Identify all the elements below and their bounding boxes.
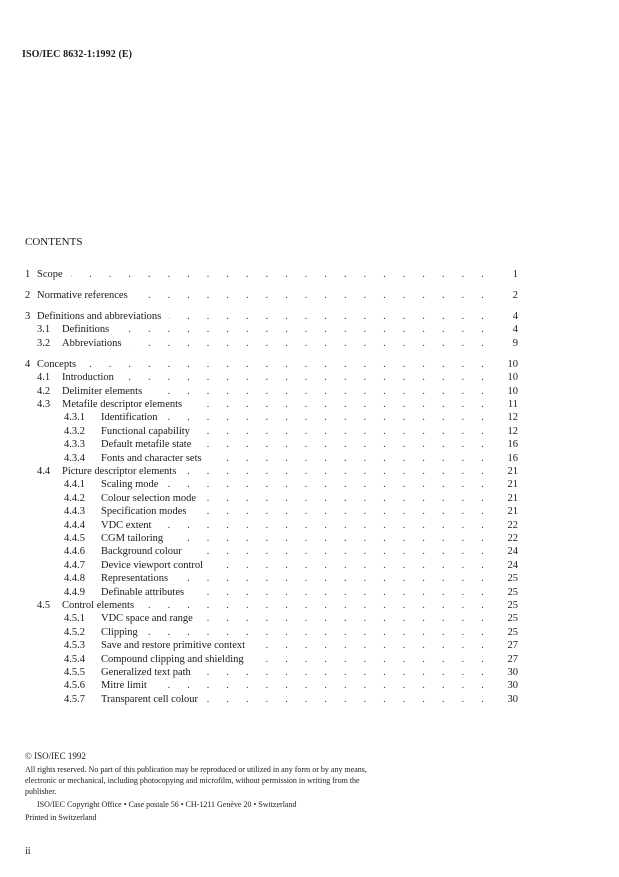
toc-entry [0,478,619,492]
toc-dot-leader [117,323,491,337]
toc-entry-page: 30 [507,693,518,705]
toc-dot-leader [253,639,491,653]
toc-entry-number: 4.5.2 [64,626,85,638]
toc-entry [0,337,619,351]
toc-dot-leader [176,572,491,586]
toc-entry-page: 21 [507,479,518,491]
toc-entry-page: 30 [507,667,518,678]
page-number: ii [25,846,31,857]
contents-heading: CONTENTS [25,236,83,248]
toc-dot-leader [206,693,491,707]
toc-entry [0,519,619,533]
toc-entry-number: 3.1 [37,324,51,336]
toc-dot-leader [190,398,491,412]
toc-entry-title: Fonts and character sets [101,452,202,464]
toc-entry-title: Control elements [62,600,135,611]
toc-dot-leader [150,385,491,399]
printed-in-statement: Printed in Switzerland [25,813,97,822]
toc-entry-title: Definitions [62,324,110,336]
toc-entry-title: Functional capability [101,425,190,437]
toc-dot-leader [199,438,491,452]
toc-entry-title: Delimiter elements [62,385,143,397]
toc-entry-title: Definitions and abbreviations [37,311,162,322]
toc-entry-page: 24 [507,559,518,571]
toc-entry [0,612,619,626]
toc-entry-page: 1 [512,269,518,280]
toc-entry-page: 12 [507,425,518,437]
toc-entry-title: Picture descriptor elements [62,466,177,477]
toc-entry-title: Transparent cell colour [101,693,199,705]
toc-entry [0,679,619,693]
toc-dot-leader [194,505,491,519]
toc-entry-title: Background colour [101,546,182,558]
toc-entry-number: 4.4.6 [64,546,85,558]
toc-dot-leader [199,666,491,680]
toc-entry-number: 4.3.1 [64,412,85,424]
toc-entry-number: 4.4.7 [64,559,85,571]
toc-entry-number: 4.3 [37,399,51,410]
toc-entry-number: 4.3.3 [64,439,85,451]
toc-entry-number: 4.4.8 [64,573,85,585]
toc-entry-number: 3 [25,311,31,322]
toc-entry-page: 25 [507,573,518,585]
toc-entry [0,666,619,680]
toc-entry-page: 4 [512,324,518,336]
toc-entry-page: 21 [507,466,518,477]
toc-entry [0,385,619,399]
toc-dot-leader [198,425,491,439]
toc-dot-leader [71,268,491,282]
toc-entry [0,310,619,324]
toc-entry-title: Definable attributes [101,586,185,598]
toc-dot-leader [184,465,491,479]
toc-entry-page: 27 [507,640,518,652]
toc-entry-title: Identification [101,412,158,424]
toc-entry-title: Colour selection mode [101,492,197,504]
toc-entry-number: 4.3.4 [64,452,85,464]
toc-entry-number: 4.5.6 [64,680,85,692]
toc-entry-page: 30 [507,680,518,692]
toc-entry-title: Save and restore primitive context [101,640,246,652]
toc-entry-title: VDC space and range [101,613,193,625]
toc-entry-title: Default metafile state [101,439,192,451]
toc-entry-number: 4.2 [37,385,51,397]
toc-entry-title: Specification modes [101,506,187,518]
toc-entry-page: 25 [507,586,518,598]
toc-entry-page: 10 [507,358,518,370]
toc-entry [0,411,619,425]
toc-entry [0,586,619,600]
toc-entry-title: Abbreviations [62,337,122,349]
toc-dot-leader [192,586,491,600]
toc-entry-number: 3.2 [37,337,51,349]
toc-dot-leader [155,679,491,693]
toc-dot-leader [252,653,491,667]
toc-entry-number: 4.4.1 [64,479,85,491]
toc-entry-page: 22 [507,533,518,544]
toc-entry-title: CGM tailoring [101,533,164,544]
toc-entry [0,505,619,519]
toc-entry-number: 4.4.4 [64,519,85,531]
toc-entry-page: 25 [507,613,518,625]
toc-entry [0,492,619,506]
toc-entry-number: 4.4.3 [64,506,85,518]
toc-entry-page: 16 [507,452,518,464]
toc-entry [0,289,619,303]
toc-entry-title: Device viewport control [101,559,204,571]
toc-entry [0,268,619,282]
toc-entry-page: 25 [507,600,518,611]
toc-entry-number: 4.5.5 [64,667,85,678]
toc-entry-title: Concepts [37,358,77,370]
toc-entry [0,398,619,412]
toc-entry [0,572,619,586]
toc-dot-leader [190,545,491,559]
toc-entry-number: 4.4.2 [64,492,85,504]
copyright-notice: © ISO/IEC 1992 [25,751,86,761]
toc-dot-leader [201,612,491,626]
toc-entry [0,626,619,640]
toc-dot-leader [130,337,491,351]
toc-entry-number: 4.4.5 [64,533,85,544]
toc-entry [0,639,619,653]
toc-dot-leader [136,289,491,303]
toc-entry-number: 4.5.7 [64,693,85,705]
toc-entry [0,371,619,385]
toc-dot-leader [166,411,491,425]
toc-entry-number: 4.5.4 [64,653,85,665]
toc-entry [0,545,619,559]
toc-entry-number: 4.5.1 [64,613,85,625]
toc-entry-page: 25 [507,626,518,638]
toc-entry-page: 10 [507,385,518,397]
toc-entry-title: Representations [101,573,169,585]
toc-dot-leader [171,532,491,546]
toc-entry-title: Mitre limit [101,680,147,692]
toc-dot-leader [84,358,491,372]
toc-entry-title: Compound clipping and shielding [101,653,244,665]
toc-entry [0,323,619,337]
rights-statement: All rights reserved. No part of this publication may be reproduced or utilized in any form or by any means, electronic or mechanical, including photocopying and microfilm, without permission in writing from the publisher. [25,765,367,796]
toc-entry-page: 21 [507,506,518,518]
toc-entry-number: 4.3.2 [64,425,85,437]
toc-entry-number: 4.4 [37,466,51,477]
toc-entry [0,599,619,613]
toc-entry [0,358,619,372]
toc-entry-title: Metafile descriptor elements [62,399,183,410]
toc-entry-page: 22 [507,519,518,531]
toc-entry-page: 24 [507,546,518,558]
toc-dot-leader [142,599,491,613]
toc-entry-page: 12 [507,412,518,424]
toc-entry-page: 16 [507,439,518,451]
toc-entry-number: 2 [25,290,31,301]
toc-dot-leader [166,478,491,492]
toc-entry-page: 10 [507,372,518,384]
toc-entry-number: 4.1 [37,372,51,384]
toc-entry-page: 4 [512,311,518,322]
toc-entry [0,465,619,479]
toc-dot-leader [122,371,491,385]
document-id-header: ISO/IEC 8632-1:1992 (E) [22,49,133,60]
toc-entry-page: 2 [512,290,518,301]
copyright-office-address: ISO/IEC Copyright Office • Case postale 56 • CH-1211 Genève 20 • Switzerland [37,800,297,809]
toc-entry [0,438,619,452]
toc-dot-leader [146,626,491,640]
toc-entry [0,425,619,439]
toc-entry-number: 4.5 [37,600,51,611]
toc-entry-number: 1 [25,269,31,280]
toc-entry-page: 9 [512,337,518,349]
copyright-block [25,751,385,823]
toc-entry-title: Scaling mode [101,479,159,491]
toc-entry-title: Normative references [37,290,128,301]
toc-entry [0,693,619,707]
toc-entry-number: 4.5.3 [64,640,85,652]
toc-dot-leader [204,492,491,506]
toc-entry-title: VDC extent [101,519,152,531]
toc-entry-number: 4 [25,358,31,370]
toc-entry [0,532,619,546]
toc-entry-title: Scope [37,269,63,280]
toc-dot-leader [159,519,491,533]
toc-entry-title: Introduction [62,372,114,384]
toc-entry [0,452,619,466]
toc-entry [0,559,619,573]
toc-entry-page: 21 [507,492,518,504]
toc-entry-title: Clipping [101,626,138,638]
toc-entry-title: Generalized text path [101,667,191,678]
toc-entry-page: 27 [507,653,518,665]
toc-entry [0,653,619,667]
toc-entry-number: 4.4.9 [64,586,85,598]
toc-dot-leader [211,559,491,573]
toc-dot-leader [169,310,491,324]
toc-entry-page: 11 [507,399,518,410]
toc-dot-leader [210,452,491,466]
